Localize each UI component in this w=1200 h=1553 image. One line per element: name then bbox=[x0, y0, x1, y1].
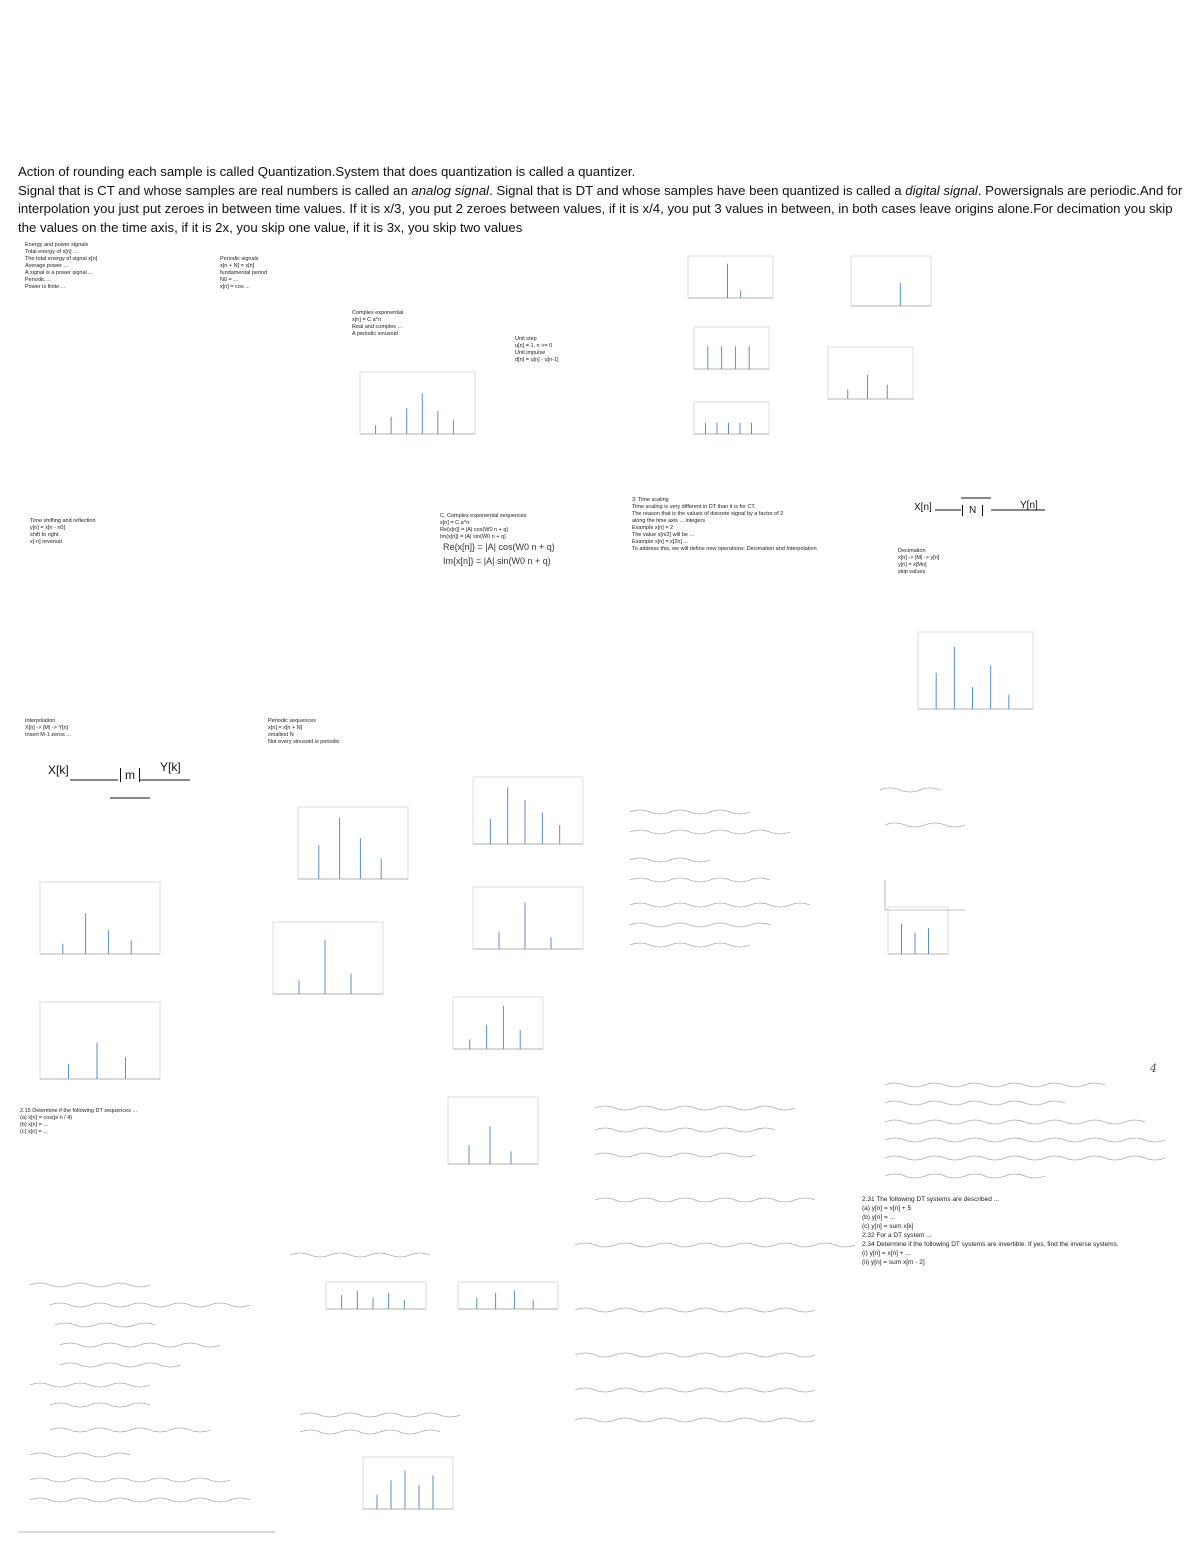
intro-line-1: Action of rounding each sample is called Quantization.System that does quantization is called a quantizer. bbox=[18, 164, 636, 179]
note-problems-left: 2.15 Determine if the following DT sequences ... (a) x[n] = cos(pi n / 4) (b) x[n] = ... (c) x[n] = ... bbox=[20, 1108, 137, 1135]
note-interpolation: Interpolation X[n] -> |M| -> Y[n] Insert M-1 zeros ... bbox=[25, 718, 71, 738]
note-decimation: Decimation x[n] -> |M| -> y[n] y[n] = x[Mn] skip values bbox=[898, 548, 940, 575]
note-periodic-seq: Periodic sequences x[n] = x[n + N] smallest N Not every sinusoid is periodic bbox=[268, 718, 340, 745]
label-m: m bbox=[120, 768, 140, 782]
equation-im: Im{x[n]} = |A| sin(W0 n + q) bbox=[443, 556, 551, 566]
note-expo: Complex exponential x[n] = C a^n Real and complex ... A periodic sinusoid bbox=[352, 310, 404, 337]
note-time-scaling: 3. Time scaling Time scaling is very different in DT than it is for CT. The reason that is the values of discrete signal by a factor of 2 along the time axis ... integers Example x[n] = 2 The value x[n/2] will be ... Example x[n] = x[2n] ... To address this, we will define new operations: Decimation and Interpolation bbox=[632, 497, 817, 552]
label-n-box: N bbox=[962, 505, 983, 516]
label-xn: X[n] bbox=[914, 502, 932, 513]
note-problems-right: 2.31 The following DT systems are described ... (a) y[n] = x[n] + 5 (b) y[n] = ... (c) y[n] = sum x[k] 2.32 For a DT system ... 2.34 Determine if the following DT systems are invertible. If yes, find the inverse systems. (i) y[n] = x[n] + ... (ii) y[n] = sum x[m - 2] bbox=[862, 1196, 1119, 1266]
note-complex-exp: C. Complex exponential sequences x[n] = C a^n Re{x[n]} = |A| cos(W0 n + q) Im{x[n]} = |A| sin(W0 n + q) bbox=[440, 513, 527, 540]
label-yk: Y[k] bbox=[160, 760, 181, 774]
analog-signal-term: analog signal bbox=[411, 182, 490, 198]
label-xk: X[k] bbox=[48, 763, 69, 777]
note-time-shift: Time shifting and reflection y[n] = x[n - n0] shift to right x[-n] reversal bbox=[30, 518, 96, 545]
note-unit: Unit step u[n] = 1, n >= 0 Unit impulse d[n] = u[n] - u[n-1] bbox=[515, 336, 559, 363]
equation-re: Re{x[n]} = |A| cos(W0 n + q) bbox=[443, 542, 555, 552]
digital-signal-term: digital signal bbox=[905, 182, 978, 198]
intro-line-2: Signal that is CT and whose samples are real numbers is called an analog signal. Signal that is DT and whose samples have been quantized is called a digital signal. Powersignals are periodic.And for interpolation you just put zeroes in between time values. If it is x/3, you put 2 zeroes between values, if it is x/4, you put 3 values in between, in both cases leave origins alone.For decimation you skip the values on the time axis, if it is 2x, you skip one value, if it is 3x, you skip two values bbox=[18, 182, 1183, 235]
label-yn: Y[n] bbox=[1020, 500, 1038, 511]
page-number: 4 bbox=[1150, 1062, 1157, 1075]
note-energy-power: Energy and power signals Total energy of x[n] ... The total energy of signal x[n] Average power ... A signal is a power signal ... Periodic ... Power is finite ... bbox=[25, 242, 98, 290]
note-periodic: Periodic signals x[n + N] = x[n] fundamental period N0 = ... x[n] = cos ... bbox=[220, 256, 268, 290]
